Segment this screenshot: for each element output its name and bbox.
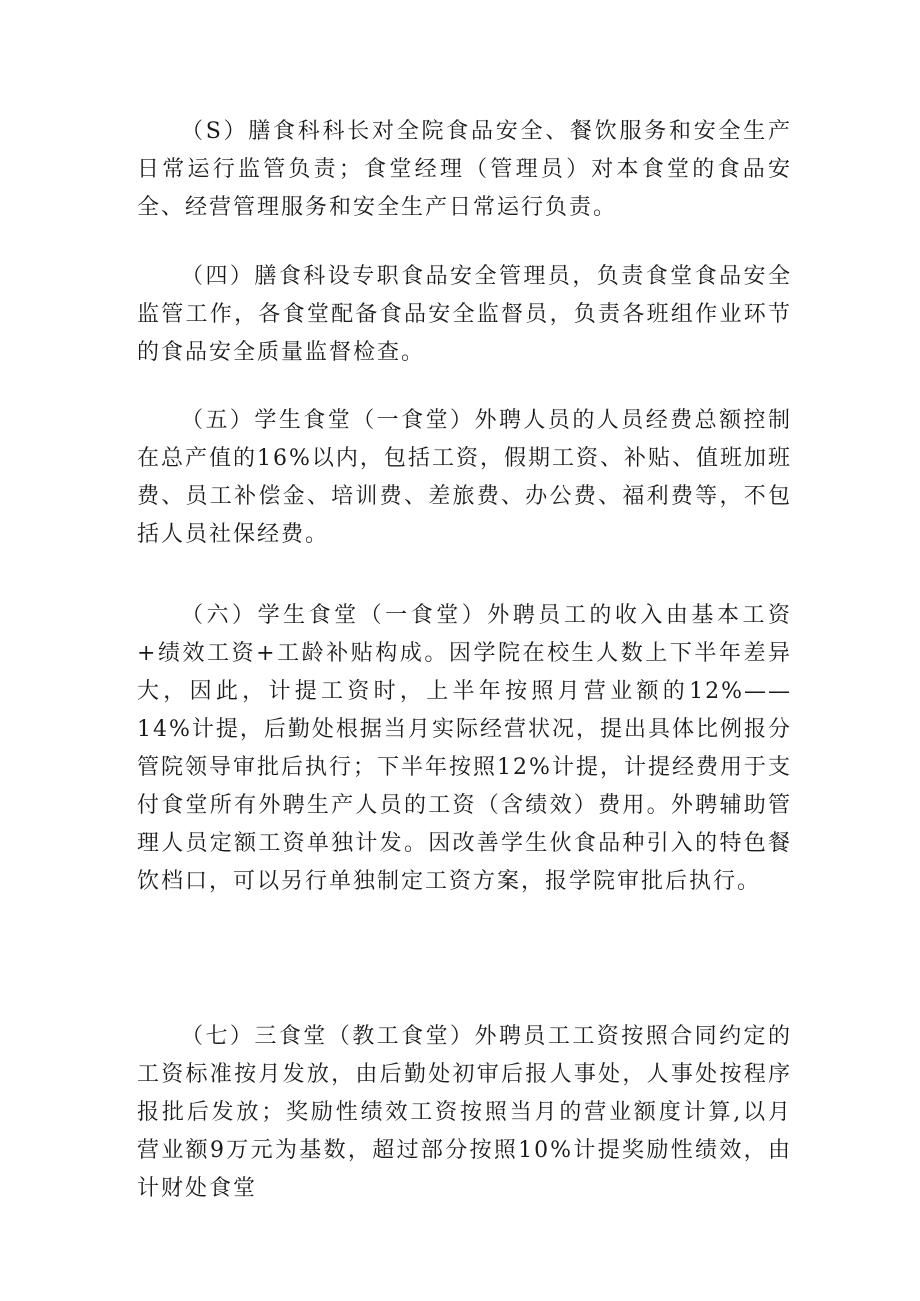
paragraph-clause-6: （六）学生食堂（一食堂）外聘员工的收入由基本工资+绩效工资+工龄补贴构成。因学院在校生人数上下半年差异大，因此，计提工资时，上半年按照月营业额的12%——14%计提，后勤处根据当月实际经营状况，提出具体比例报分管院领导审批后执行；下半年按照12%计提，计提经费用于支付食堂所有外聘生产人员的工资（含绩效）费用。外聘辅助管理人员定额工资单独计发。因改善学生伙食品种引入的特色餐饮档口，可以另行单独制定工资方案，报学院审批后执行。: [137, 603, 792, 894]
paragraph-clause-s: （S）膳食科科长对全院食品安全、餐饮服务和安全生产日常运行监管负责；食堂经理（管理员）对本食堂的食品安全、经营管理服务和安全生产日常运行负责。: [137, 119, 792, 220]
paragraph-clause-5: （五）学生食堂（一食堂）外聘人员的人员经费总额控制在总产值的16%以内，包括工资，假期工资、补贴、值班加班费、员工补偿金、培训费、差旅费、办公费、福利费等，不包括人员社保经费。: [137, 408, 792, 547]
paragraph-clause-4: （四）膳食科设专职食品安全管理员，负责食堂食品安全监管工作，各食堂配备食品安全监督员，负责各班组作业环节的食品安全质量监督检查。: [137, 264, 792, 365]
paragraph-clause-7: （七）三食堂（教工食堂）外聘员工工资按照合同约定的工资标准按月发放，由后勤处初审后报人事处，人事处按程序报批后发放；奖励性绩效工资按照当月的营业额度计算,以月营业额9万元为基数，超过部分按照10%计提奖励性绩效，由计财处食堂: [137, 1024, 792, 1201]
